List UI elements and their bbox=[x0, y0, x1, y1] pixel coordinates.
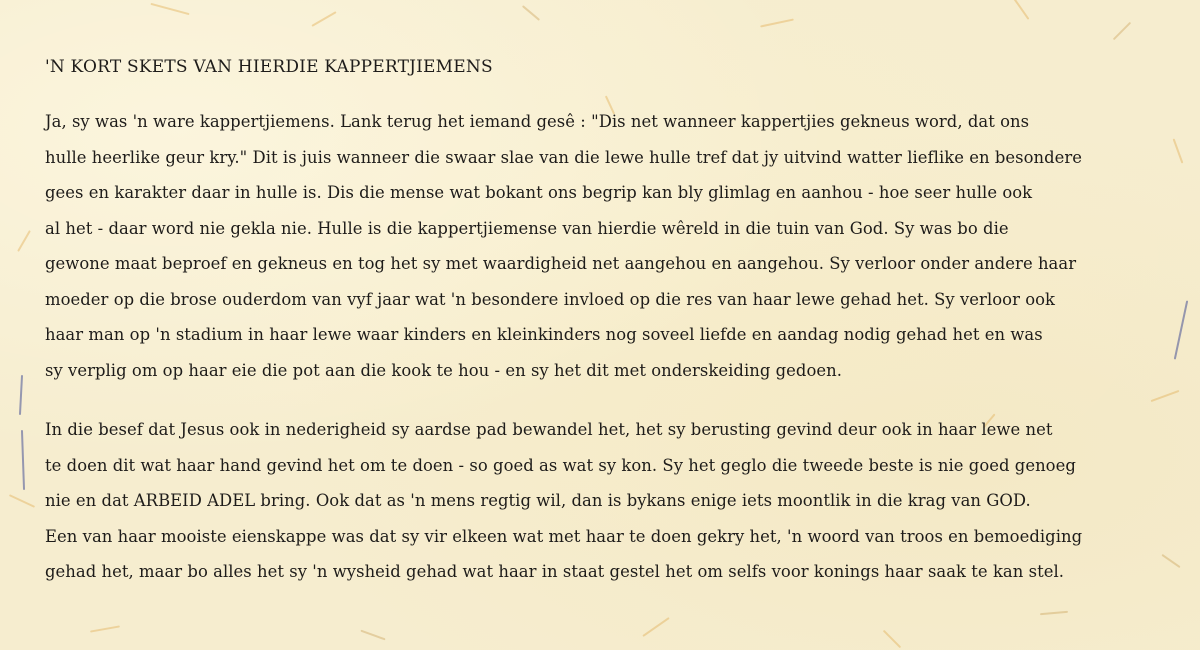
document-body bbox=[45, 50, 1155, 614]
text-line: haar man op 'n stadium in haar lewe waar kinders en kleinkinders nog soveel liefde en aandag nodig gehad het en was bbox=[45, 325, 1043, 344]
text-line: In die besef dat Jesus ook in nederigheid sy aardse pad bewandel het, het sy berusting gevind deur ook in haar lewe net bbox=[45, 420, 1053, 439]
paper-fiber bbox=[1173, 138, 1184, 163]
text-line: hulle heerlike geur kry." Dit is juis wanneer die swaar slae van die lewe hulle tref dat jy uitvind watter lieflike en besondere bbox=[45, 147, 1083, 167]
paper-fiber bbox=[883, 630, 901, 648]
paper-fiber bbox=[90, 625, 120, 632]
text-line: Ja, sy was 'n ware kappertjiemens. Lank terug het iemand gesê : "Dis net wanneer kappertjies gekneus word, dat ons bbox=[45, 112, 1030, 131]
text-line: al het - daar word nie gekla nie. Hulle is die kappertjiemense van hierdie wêreld in die tuin van God. Sy was bo die bbox=[45, 218, 1009, 238]
paper-fiber bbox=[9, 494, 35, 508]
text-line: nie en dat ARBEID ADEL bring. Ook dat as 'n mens regtig wil, dan is bykans enige iets moontlik in die krag van GOD. bbox=[45, 491, 1031, 510]
text-line: moeder op die brose ouderdom van vyf jaar wat 'n besondere invloed op die res van haar lewe gehad het. Sy verloor ook bbox=[45, 289, 1056, 309]
paper-fiber bbox=[150, 3, 189, 15]
document-title: 'N KORT SKETS VAN HIERDIE KAPPERTJIEMENS bbox=[45, 57, 493, 77]
ink-mark bbox=[19, 375, 23, 415]
paper-fiber bbox=[311, 11, 336, 27]
text-line: sy verplig om op haar eie die pot aan die kook te hou - en sy het dit met onderskeiding gedoen. bbox=[45, 360, 843, 380]
paper-fiber bbox=[522, 5, 540, 21]
text-line: gehad het, maar bo alles het sy 'n wysheid gehad wat haar in staat gestel het om selfs voor konings haar saak te kan stel. bbox=[45, 562, 1065, 581]
text-line: gees en karakter daar in hulle is. Dis die mense wat bokant ons begrip kan bly glimlag en aanhou - hoe seer hulle ook bbox=[45, 183, 1033, 202]
ink-mark bbox=[21, 430, 25, 490]
paper-fiber bbox=[1161, 554, 1180, 568]
paper-fiber bbox=[360, 630, 385, 641]
paper-fiber bbox=[1113, 22, 1131, 40]
paragraph-2 bbox=[45, 412, 1155, 590]
ink-mark bbox=[1174, 300, 1188, 359]
text-line: te doen dit wat haar hand gevind het om te doen - so goed as wat sy kon. Sy het geglo die tweede beste is nie goed genoeg bbox=[45, 455, 1076, 475]
paper-fiber bbox=[1011, 0, 1030, 20]
paper-fiber bbox=[760, 18, 794, 27]
paper-fiber bbox=[642, 617, 669, 637]
text-line: Een van haar mooiste eienskappe was dat sy vir elkeen wat met haar te doen gekry het, 'n woord van troos en bemoediging bbox=[45, 526, 1083, 546]
paper-fiber bbox=[17, 230, 31, 252]
paragraph-1 bbox=[45, 104, 1155, 388]
text-line: gewone maat beproef en gekneus en tog het sy met waardigheid net aangehou en aangehou. Sy verloor onder andere haar bbox=[45, 254, 1077, 273]
